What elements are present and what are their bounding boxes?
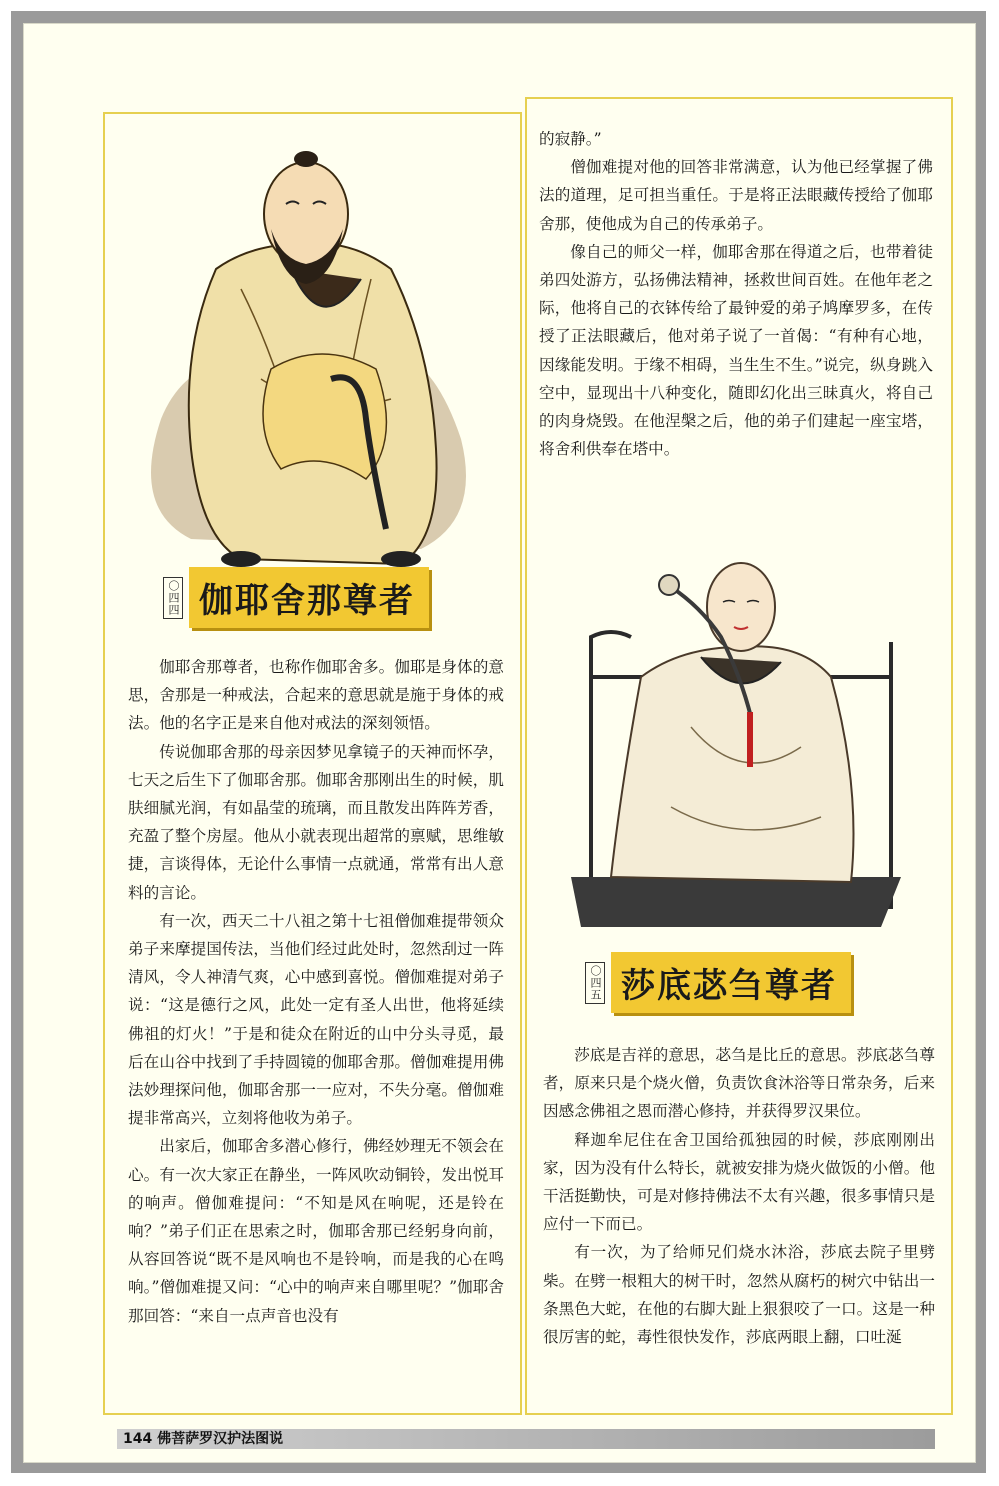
page-background: [23, 23, 976, 1463]
right-column-top-text: [539, 125, 933, 463]
figure1-title: [163, 567, 429, 628]
paragraph: 传说伽耶舍那的母亲因梦见拿镜子的天神而怀孕，七天之后生下了伽耶舍那。伽耶舍那刚出生的时候，肌肤细腻光润，有如晶莹的琉璃，而且散发出阵阵芳香，充盈了整个房屋。他从小就表现出超常的禀赋，思维敏捷，言谈得体，无论什么事情一点就通，常常有出人意料的言论。: [128, 742, 504, 902]
book-page: [81, 97, 953, 1447]
figure2-title: [585, 952, 851, 1013]
paragraph: 僧伽难提对他的回答非常满意，认为他已经掌握了佛法的道理，足可担当重任。于是将正法眼藏传授给了伽耶舍那，使他成为自己的传承弟子。: [539, 158, 933, 233]
paragraph: 有一次，西天二十八祖之第十七祖僧伽难提带领众弟子来摩提国传法，当他们经过此处时，忽然刮过一阵清风，令人神清气爽，心中感到喜悦。僧伽难提对弟子说：“这是德行之风，此处一定有圣人出世，他将延续佛祖的灯火！”于是和徒众在附近的山中分头寻觅，最后在山谷中找到了手持圆镜的伽耶舍那。僧伽难提用佛法妙理探问他，伽耶舍那一一应对，不失分毫。僧伽难提非常高兴，立刻将他收为弟子。: [128, 911, 504, 1128]
paragraph: 伽耶舍那尊者，也称作伽耶舍多。伽耶是身体的意思，舍那是一种戒法，合起来的意思就是施于身体的戒法。他的名字正是来自他对戒法的深刻领悟。: [128, 658, 504, 733]
paragraph: 的寂静。”: [539, 130, 602, 148]
figure2-number: 〇四五: [585, 962, 605, 1004]
left-column-text: [128, 653, 504, 1330]
svastika-bhiksu-illustration: [551, 547, 921, 947]
paragraph: 像自己的师父一样，伽耶舍那在得道之后，也带着徒弟四处游方，弘扬佛法精神，拯救世间百姓。在他年老之际，他将自己的衣钵传给了最钟爱的弟子鸠摩罗多，在传授了正法眼藏后，他对弟子说了一首偈：“有种有心地，因缘能发明。于缘不相碍，当生生不生。”说完，纵身跳入空中，显现出十八种变化，随即幻化出三昧真火，将自己的肉身烧毁。在他涅槃之后，他的弟子们建起一座宝塔，将舍利供奉在塔中。: [539, 242, 933, 459]
paragraph: 释迦牟尼住在舍卫国给孤独园的时候，莎底刚刚出家，因为没有什么特长，就被安排为烧火做饭的小僧。他干活挺勤快，可是对修持佛法不太有兴趣，很多事情只是应付一下而已。: [543, 1130, 935, 1234]
page-frame: [11, 11, 986, 1473]
gayasata-illustration: [121, 119, 501, 585]
right-column-bottom-text: [543, 1041, 935, 1351]
paragraph: 有一次，为了给师兄们烧水沐浴，莎底去院子里劈柴。在劈一根粗大的树干时，忽然从腐朽的树穴中钻出一条黑色大蛇，在他的右脚大趾上狠狠咬了一口。这是一种很厉害的蛇，毒性很快发作，莎底两眼上翻，口吐涎: [543, 1243, 935, 1347]
page-footer: 144 佛菩萨罗汉护法图说: [117, 1429, 935, 1449]
figure1-number: 〇四四: [163, 577, 183, 619]
figure1-name: 伽耶舍那尊者: [189, 567, 429, 628]
figure2-name: 莎底苾刍尊者: [611, 952, 851, 1013]
paragraph: 出家后，伽耶舍多潜心修行，佛经妙理无不领会在心。有一次大家正在静坐，一阵风吹动铜铃，发出悦耳的响声。僧伽难提问：“不知是风在响呢，还是铃在响？”弟子们正在思索之时，伽耶舍那已经躬身向前，从容回答说“既不是风响也不是铃响，而是我的心在鸣响。”僧伽难提又问：“心中的响声来自哪里呢？”伽耶舍那回答：“来自一点声音也没有: [128, 1137, 504, 1325]
paragraph: 莎底是吉祥的意思，苾刍是比丘的意思。莎底苾刍尊者，原来只是个烧火僧，负责饮食沐浴等日常杂务，后来因感念佛祖之恩而潜心修持，并获得罗汉果位。: [543, 1046, 935, 1121]
